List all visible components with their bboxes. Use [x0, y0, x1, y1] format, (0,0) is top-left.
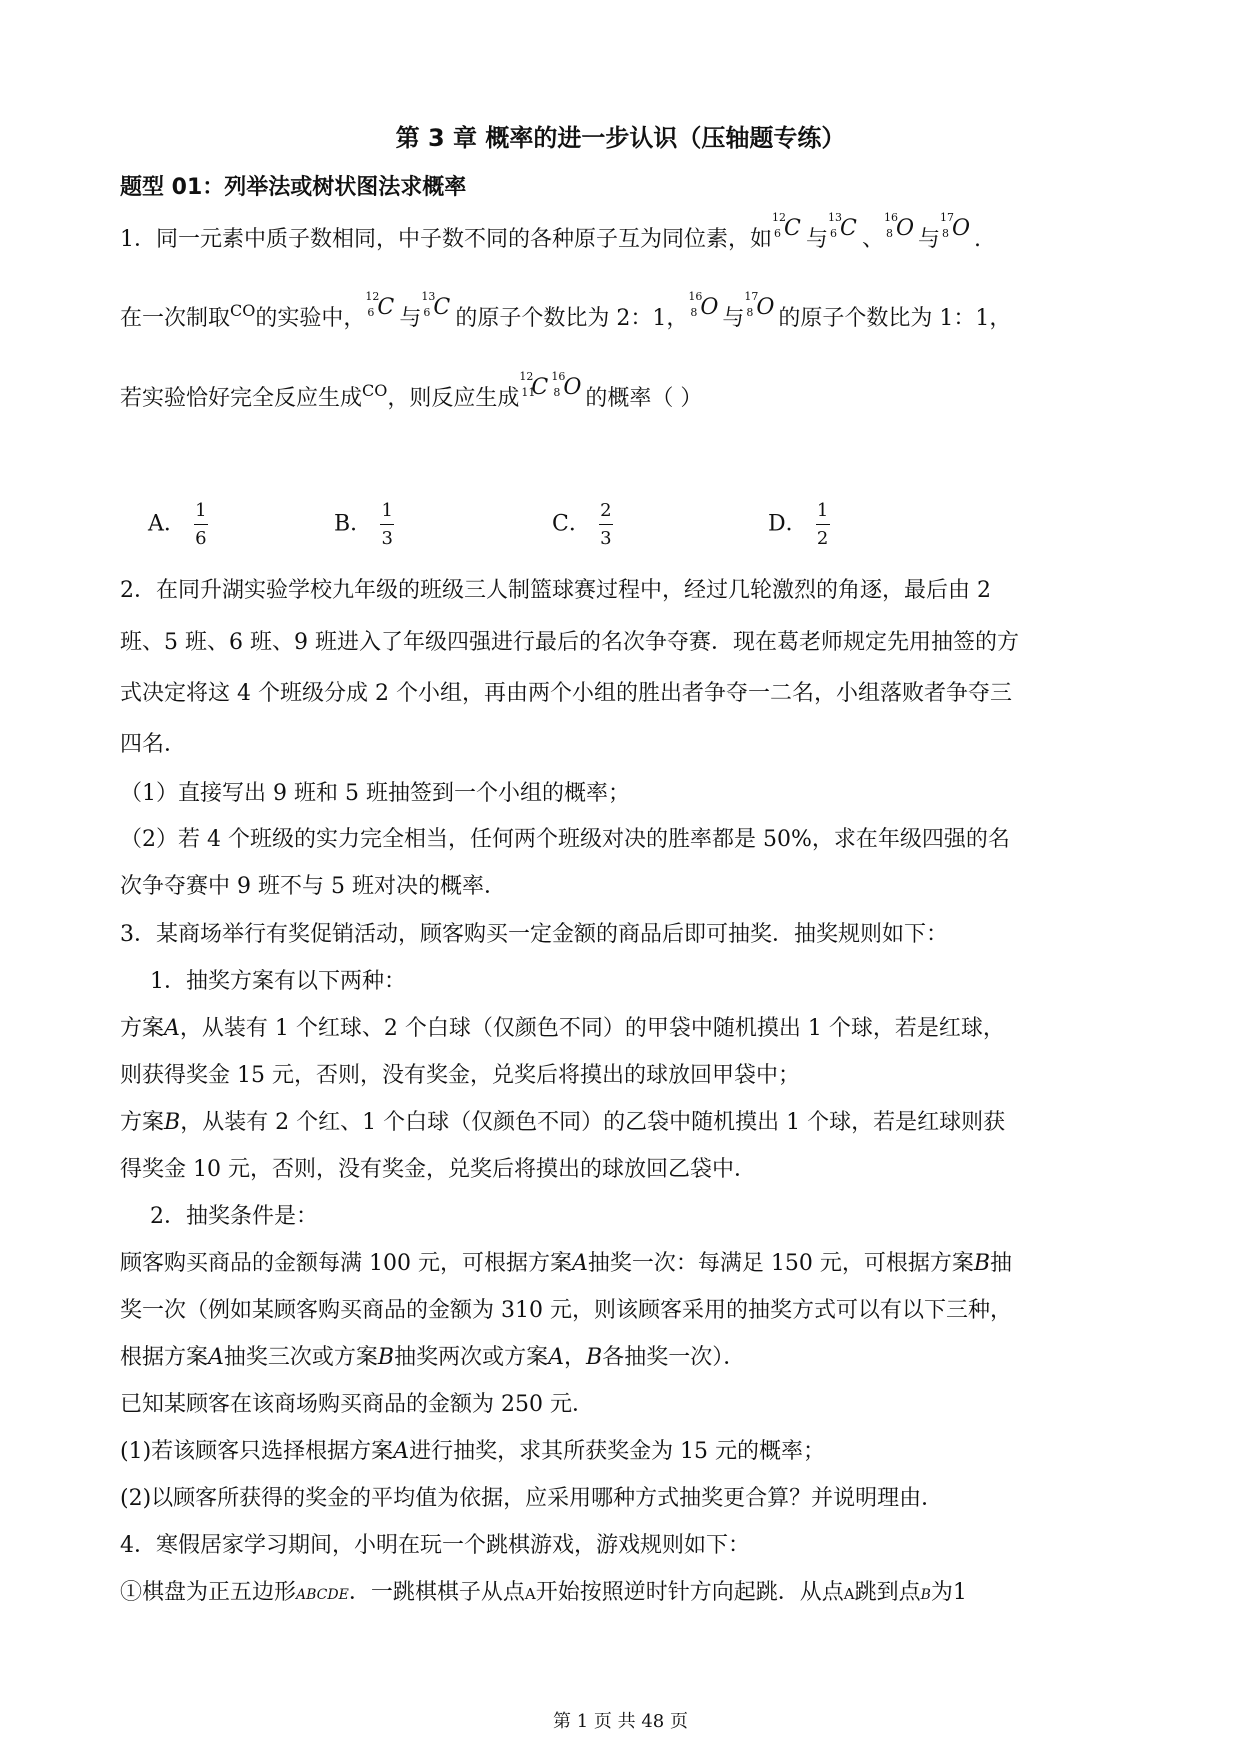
q3-cond-2: 奖一次（例如某顾客购买商品的金额为 310 元，则该顾客采用的抽奖方式可以有以下三种， — [120, 1298, 1012, 1323]
q2-sub-2b: 次争夺赛中 9 班不与 5 班对决的概率． — [120, 874, 506, 899]
q1-line-1: 1．同一元素中质子数相同，中子数不同的各种原子互为同位素，如 12 6 C 与 13 6 C 、 16 8 O 与 17 8 O . — [120, 211, 982, 252]
q3-sub-1: (1)若该顾客只选择根据方案A进行抽奖，求其所获奖金为 15 元的概率； — [120, 1439, 826, 1464]
q3-known: 已知某顾客在该商场购买商品的金额为 250 元． — [120, 1392, 594, 1417]
compound-c: 12 11 C — [519, 370, 549, 400]
choice-c: C． $\frac{2}{3}$ — [552, 500, 612, 549]
fraction: $\frac{2}{3}$ — [600, 500, 612, 549]
isotope-c13: 13 6 C — [828, 211, 857, 241]
q2-line-1: 2．在同升湖实验学校九年级的班级三人制篮球赛过程中，经过几轮激烈的角逐，最后由 2 — [120, 578, 991, 603]
q3-sub-2: (2)以顾客所获得的奖金的平均值为依据，应采用哪种方式抽奖更合算？并说明理由． — [120, 1486, 944, 1511]
q4-rule-1: ①棋盘为正五边形ABCDE．一跳棋棋子从点A开始按照逆时针方向起跳．从点A跳到点B为1 — [120, 1580, 967, 1605]
q2-line-3: 式决定将这 4 个班级分成 2 个小组，再由两个小组的胜出者争夺一二名，小组落败者争夺三 — [120, 681, 1012, 706]
q3-cond-3: 根据方案A抽奖三次或方案B抽奖两次或方案A，B各抽奖一次）． — [120, 1345, 746, 1370]
q1-line-2: 在一次制取$^{CO}$的实验中， 12 6 C 与 13 6 C 的原子个数比为 2：1， 16 8 O 与 17 8 O 的原子个数比为 1：1， — [120, 290, 1012, 331]
q3-cond-1: 顾客购买商品的金额每满 100 元，可根据方案A抽奖一次：每满足 150 元，可根据方案B抽 — [120, 1251, 1013, 1276]
q1-line-3: 若实验恰好完全反应生成$^{CO}$，则反应生成 12 11 C 16 8 O 的概率（ ） — [120, 370, 703, 411]
chapter-title: 第 3 章 概率的进一步认识（压轴题专练） — [395, 124, 846, 152]
q3-intro: 3．某商场举行有奖促销活动，顾客购买一定金额的商品后即可抽奖．抽奖规则如下： — [120, 922, 948, 947]
q3-plan-a-1: 方案A，从装有 1 个红球、2 个白球（仅颜色不同）的甲袋中随机摸出 1 个球，若是红球， — [120, 1016, 1005, 1041]
fraction: $\frac{1}{3}$ — [381, 500, 393, 549]
compound-o: 16 8 O — [551, 370, 582, 400]
page-footer: 第 1 页 共 48 页 — [553, 1711, 688, 1732]
q3-rule-2: 2．抽奖条件是： — [150, 1204, 318, 1229]
isotope-c12: 12 6 C — [772, 211, 801, 241]
isotope-o16: 16 8 O — [884, 211, 915, 241]
section-heading: 题型 01：列举法或树状图法求概率 — [120, 175, 467, 200]
isotope-o16: 16 8 O — [688, 290, 719, 320]
q2-sub-2a: （2）若 4 个班级的实力完全相当，任何两个班级对决的胜率都是 50%，求在年级四强的名 — [120, 827, 1010, 852]
isotope-c12: 12 6 C — [365, 290, 395, 320]
isotope-o17: 17 8 O — [940, 211, 971, 241]
q3-plan-b-1: 方案B，从装有 2 个红、1 个白球（仅颜色不同）的乙袋中随机摸出 1 个球，若是红球则获 — [120, 1110, 1006, 1135]
q4-intro: 4．寒假居家学习期间，小明在玩一个跳棋游戏，游戏规则如下： — [120, 1533, 750, 1558]
q2-line-4: 四名． — [120, 732, 187, 757]
isotope-o17: 17 8 O — [744, 290, 775, 320]
fraction: $\frac{1}{6}$ — [195, 500, 207, 549]
choice-b: B． $\frac{1}{3}$ — [334, 500, 393, 549]
choice-d: D． $\frac{1}{2}$ — [768, 500, 829, 549]
fraction: $\frac{1}{2}$ — [816, 500, 829, 549]
q3-plan-b-2: 得奖金 10 元，否则，没有奖金，兑奖后将摸出的球放回乙袋中． — [120, 1157, 756, 1182]
choice-a: A． $\frac{1}{6}$ — [148, 500, 207, 549]
q3-plan-a-2: 则获得奖金 15 元，否则，没有奖金，兑奖后将摸出的球放回甲袋中； — [120, 1063, 800, 1088]
q3-rule-1: 1．抽奖方案有以下两种： — [150, 969, 406, 994]
q2-sub-1: （1）直接写出 9 班和 5 班抽签到一个小组的概率； — [120, 781, 630, 806]
isotope-c13: 13 6 C — [421, 290, 451, 320]
q2-line-2: 班、5 班、6 班、9 班进入了年级四强进行最后的名次争夺赛．现在葛老师规定先用抽签的方 — [120, 630, 1019, 655]
